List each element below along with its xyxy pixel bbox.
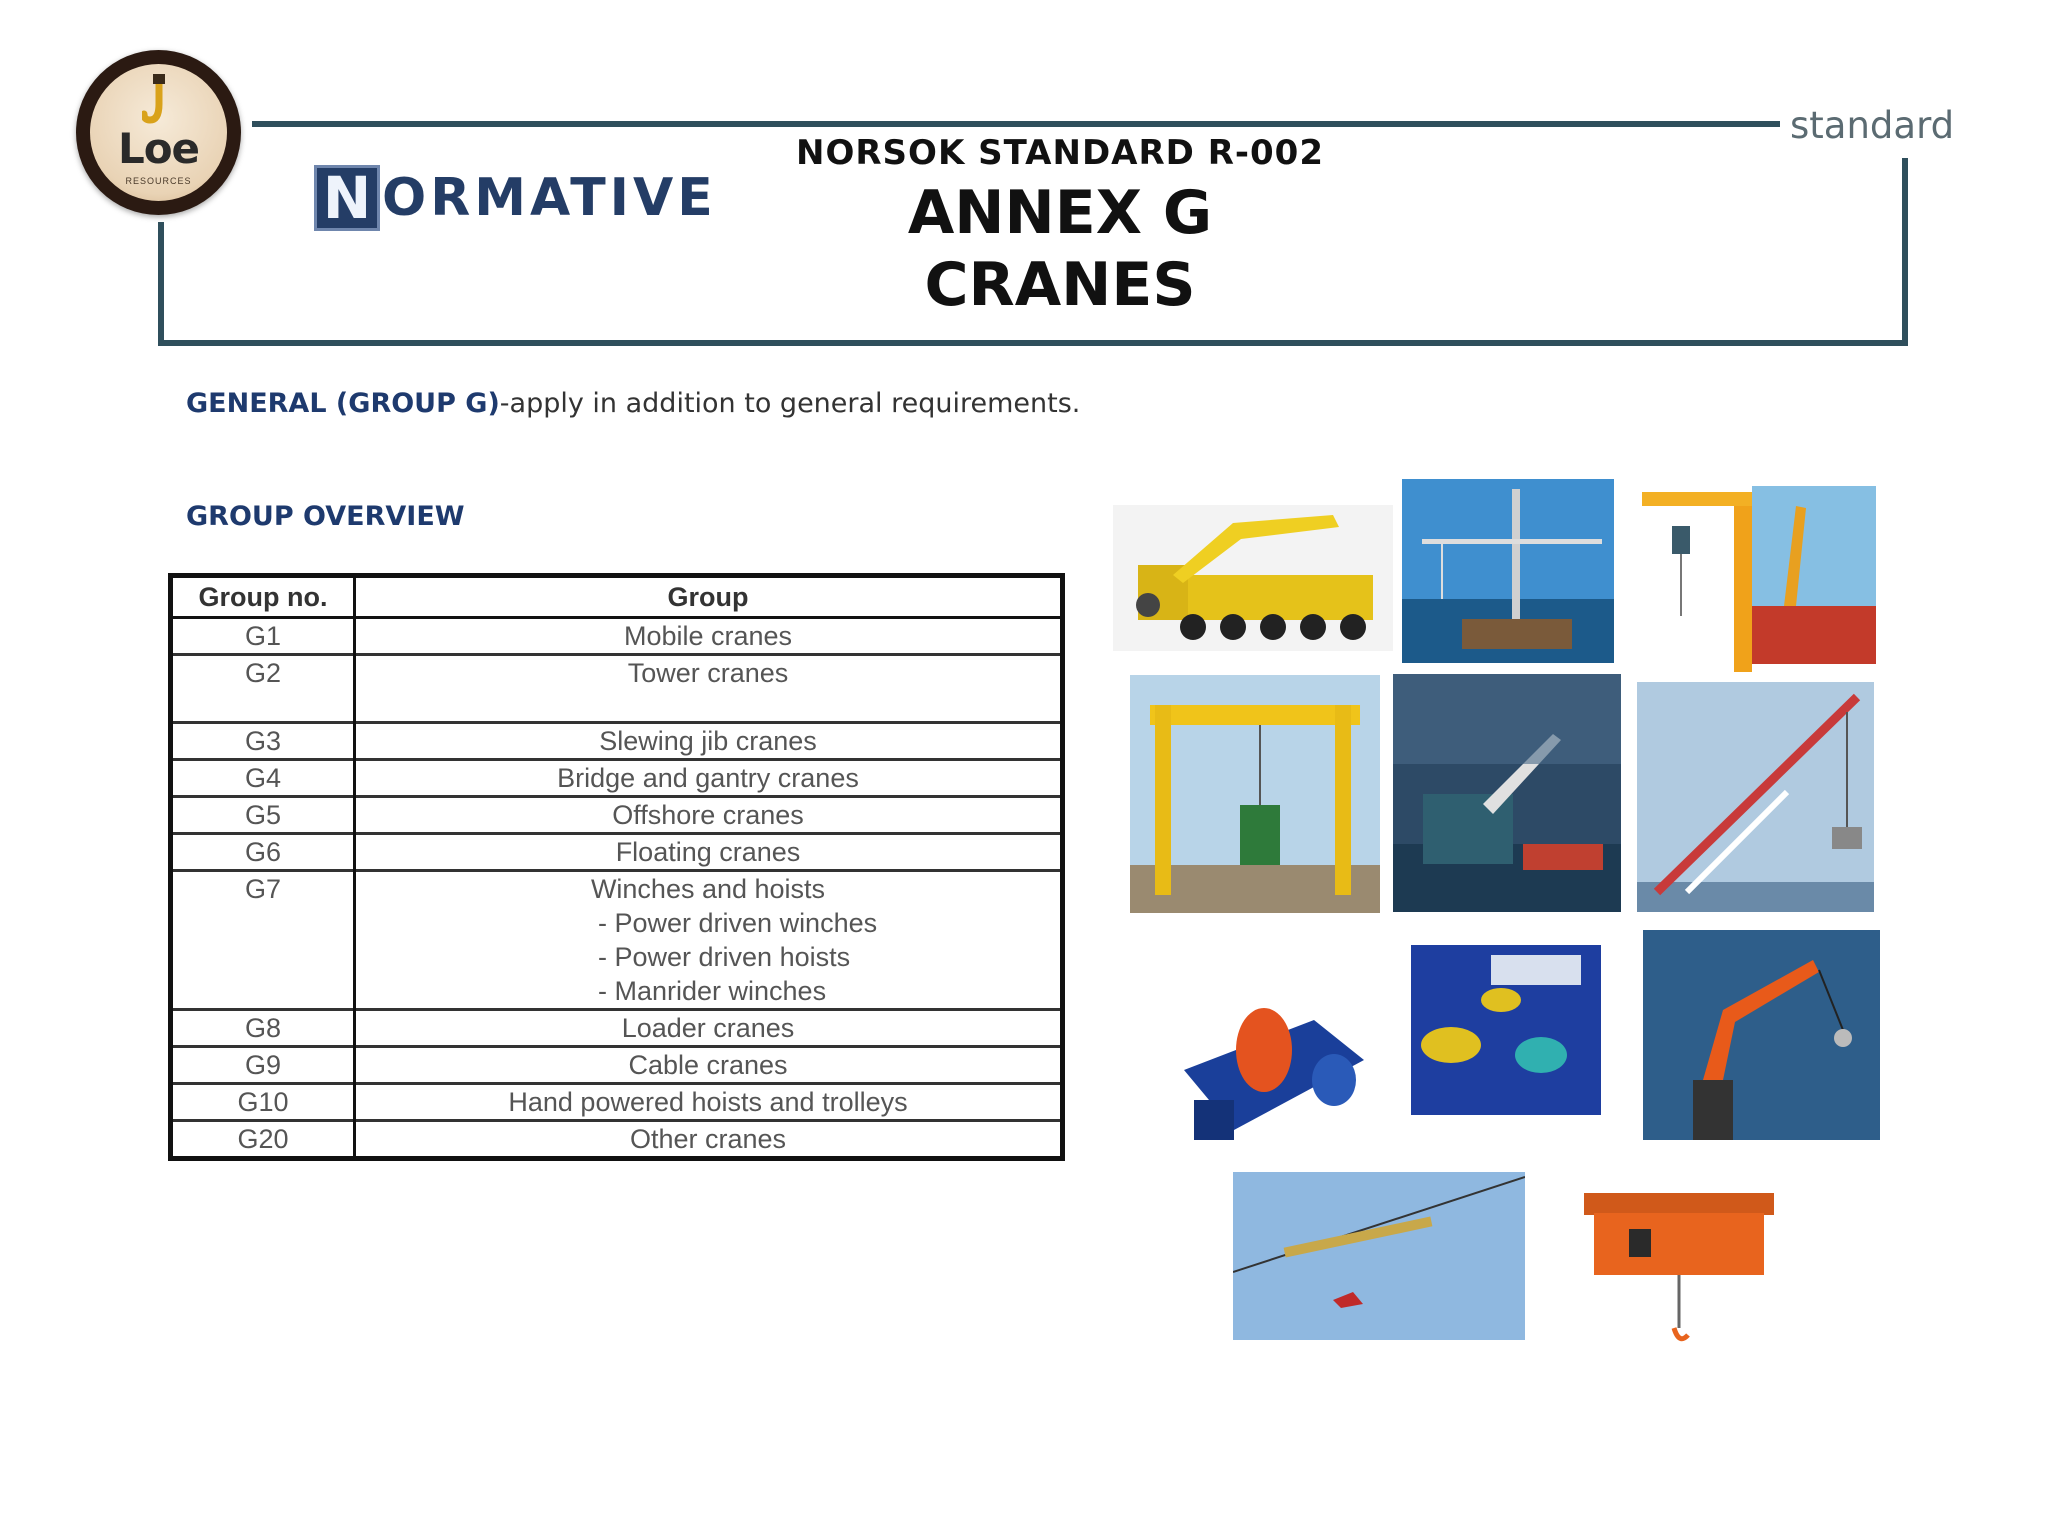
subject-title: CRANES <box>924 250 1196 320</box>
group-sub-item: - Power driven winches <box>598 908 878 938</box>
group-cell: Mobile cranes <box>355 618 1063 655</box>
group-cell-title: Winches and hoists <box>590 874 826 904</box>
group-no-cell: G10 <box>171 1084 355 1121</box>
group-cell: Tower cranes <box>355 655 1063 723</box>
offshore-crane-photo <box>1393 674 1621 912</box>
column-header-group: Group <box>355 576 1063 618</box>
logo-text: Loe <box>117 124 200 173</box>
winch-photo <box>1164 980 1380 1152</box>
table-row <box>171 760 1063 797</box>
group-cell: Other cranes <box>355 1121 1063 1159</box>
group-no-cell: G5 <box>171 797 355 834</box>
loader-crane-photo <box>1643 930 1880 1140</box>
general-text: -apply in addition to general requirements. <box>499 388 1081 419</box>
header-frame-left <box>158 222 164 346</box>
logo-subtext: RESOURCES <box>125 176 192 186</box>
table-row <box>171 723 1063 760</box>
table-row <box>171 834 1063 871</box>
group-cell: Loader cranes <box>355 1010 1063 1047</box>
standard-tag: standard <box>1790 104 1955 147</box>
table-row <box>171 1121 1063 1159</box>
group-table <box>168 573 1065 1161</box>
header-frame-right <box>1902 158 1908 346</box>
group-cell: Floating cranes <box>355 834 1063 871</box>
annex-title: ANNEX G <box>907 178 1213 248</box>
group-cell <box>355 871 1063 1010</box>
group-cell: Cable cranes <box>355 1047 1063 1084</box>
normative-logo-text: ORMATIVE <box>382 168 717 228</box>
table-row <box>171 1084 1063 1121</box>
general-lead: GENERAL (GROUP G) <box>186 388 500 419</box>
group-no-cell: G7 <box>171 871 355 1010</box>
group-sub-item: - Manrider winches <box>598 976 827 1006</box>
group-no-cell: G4 <box>171 760 355 797</box>
group-cell: Offshore cranes <box>355 797 1063 834</box>
company-logo <box>76 50 241 215</box>
overview-heading: GROUP OVERVIEW <box>186 501 465 532</box>
group-no-cell: G2 <box>171 655 355 723</box>
header-frame-top <box>252 121 1780 127</box>
group-sub-item: - Power driven hoists <box>598 942 851 972</box>
column-header-group-no: Group no. <box>171 576 355 618</box>
tower-crane-photo <box>1402 479 1614 663</box>
table-header-row <box>171 576 1063 618</box>
group-no-cell: G1 <box>171 618 355 655</box>
hand-hoist-trolley-photo <box>1584 1193 1774 1358</box>
general-line <box>186 388 1080 419</box>
group-cell: Bridge and gantry cranes <box>355 760 1063 797</box>
table-row <box>171 797 1063 834</box>
group-no-cell: G3 <box>171 723 355 760</box>
hoist-components-photo <box>1411 945 1601 1115</box>
gantry-crane-photo <box>1130 675 1380 913</box>
cable-crane-photo <box>1233 1172 1525 1340</box>
table-row <box>171 618 1063 655</box>
normative-logo-initial: N <box>314 165 380 231</box>
table-row <box>171 1010 1063 1047</box>
group-cell: Hand powered hoists and trolleys <box>355 1084 1063 1121</box>
table-row <box>171 871 1063 1010</box>
header-frame-bottom <box>158 340 1908 346</box>
group-no-cell: G8 <box>171 1010 355 1047</box>
mobile-crane-photo <box>1113 505 1393 651</box>
group-no-cell: G9 <box>171 1047 355 1084</box>
group-cell: Slewing jib cranes <box>355 723 1063 760</box>
group-no-cell: G6 <box>171 834 355 871</box>
floating-crane-photo <box>1637 682 1874 912</box>
standard-title: NORSOK STANDARD R-002 <box>796 133 1324 173</box>
table-row <box>171 1047 1063 1084</box>
group-no-cell: G20 <box>171 1121 355 1159</box>
slewing-jib-crane-photo <box>1634 486 1876 672</box>
table-row <box>171 655 1063 723</box>
